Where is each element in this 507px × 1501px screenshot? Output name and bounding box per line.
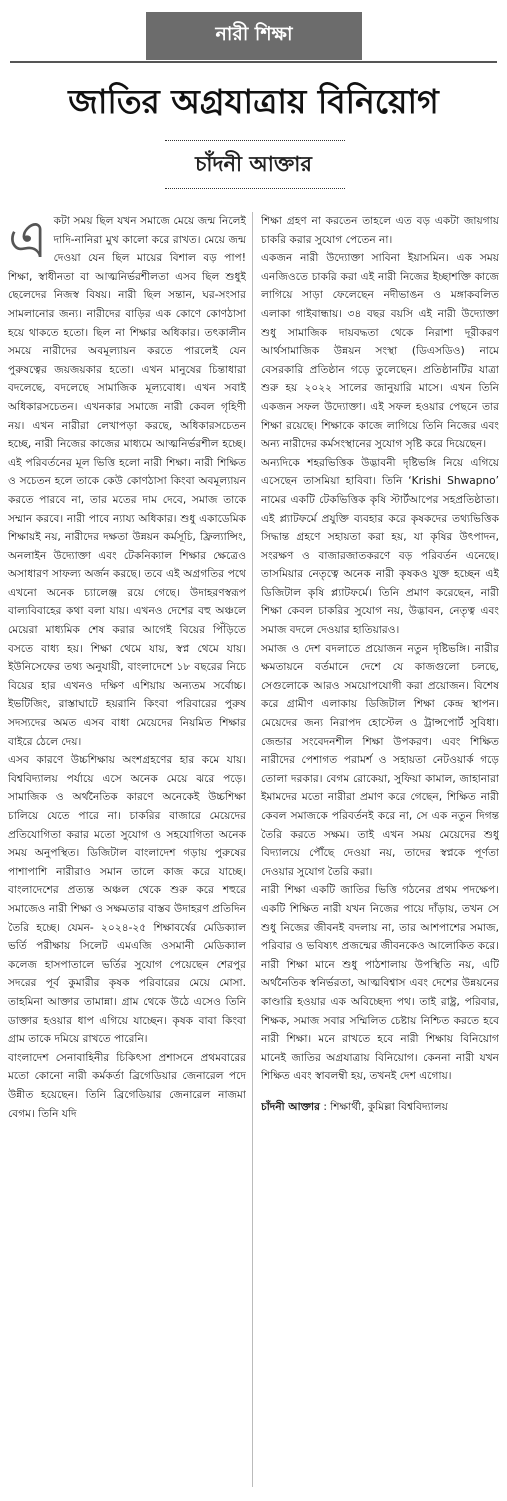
byline-rule-bottom [165, 188, 345, 189]
byline: চাঁদনী আক্তার [195, 152, 312, 176]
article-column-left [8, 212, 246, 1492]
headline: জাতির অগ্রযাত্রায় বিনিয়োগ [68, 82, 439, 121]
author-credit [261, 1098, 499, 1117]
author-affiliation: : শিক্ষার্থী, কুমিল্লা বিশ্ববিদ্যালয় [319, 1100, 448, 1113]
paragraph-2: এসব কারণে উচ্চশিক্ষায় অংশগ্রহণের হার কমে যায়। বিশ্ববিদ্যালয় পর্যায়ে এসে অনেক মেয়ে ঝরে পড়ে। সামাজিক ও অর্থনৈতিক কারণে অনেকেই উচ্চশিক্ষা চালিয়ে যেতে পারে না। চাকরির বাজারে মেয়েদের প্রতিযোগিতা করার মতো সুযোগ ও সহযোগিতা অনেক সময় অনুপস্থিত। ডিজিটাল বাংলাদেশ গড়ায় পুরুষের পাশাপাশি নারীরাও সমান তালে কাজ করে যাচ্ছে। বাংলাদেশের প্রত্যন্ত অঞ্চল থেকে শুরু করে শহুরে সমাজেও নারী শিক্ষা ও সক্ষমতার বাস্তব উদাহরণ প্রতিদিন তৈরি হচ্ছে। যেমন- ২০২৪-২৫ শিক্ষাবর্ষের মেডিক্যাল ভর্তি পরীক্ষায় সিলেট এমএজি ওসমানী মেডিক্যাল কলেজ হাসপাতালে ভর্তির সুযোগ পেয়েছেন শেরপুর সদরের পূর্ব কুমারীর কৃষক পরিবারের মেয়ে মোসা. তাহমিনা আক্তার তামান্না। গ্রাম থেকে উঠে এসেও তিনি ডাক্তার হওয়ার ধাপ এগিয়ে যাচ্ছেন। কৃষক বাবা কিংবা গ্রাম তাকে দমিয়ে রাখতে পারেনি। [8, 754, 246, 1046]
paragraph-7: সমাজ ও দেশ বদলাতে প্রয়োজন নতুন দৃষ্টিভঙ্গি। নারীর ক্ষমতায়নে বর্তমানে দেশে যে কাজগুলো চলছে, সেগুলোকে আরও সময়োপযোগী করা প্রয়োজন। বিশেষ করে গ্রামীণ এলাকায় ডিজিটাল শিক্ষা কেন্দ্র স্থাপন। মেয়েদের জন্য নিরাপদ হোস্টেল ও ট্রান্সপোর্ট সুবিধা। জেন্ডার সংবেদনশীল শিক্ষা উপকরণ। এবং শিক্ষিত নারীদের পেশাগত পরামর্শ ও সহায়তা নেটওয়ার্ক গড়ে তোলা দরকার। বেগম রোকেয়া, সুফিয়া কামাল, জাহানারা ইমামদের মতো নারীরা প্রমাণ করে গেছেন, শিক্ষিত নারী কেবল সমাজকে পরিবর্তনই করে না, সে এক নতুন দিগন্ত তৈরি করতে সক্ষম। তাই এখন সময় মেয়েদের শুধু বিদ্যালয়ে পৌঁছে দেওয়া নয়, তাদের স্বপ্নকে পূর্ণতা দেওয়ার সুযোগ তৈরি করা। [261, 642, 499, 878]
section-rule [10, 61, 497, 63]
column-divider [252, 212, 253, 1487]
drop-cap: এ [8, 212, 48, 270]
paragraph-1 [8, 212, 246, 751]
section-tag: নারী শিক্ষা [146, 12, 362, 60]
article-column-right [261, 212, 499, 1492]
section-header [0, 0, 507, 64]
paragraph-3: বাংলাদেশ সেনাবাহিনীর চিকিৎসা প্রশাসনে প্রথমবারের মতো কোনো নারী কর্মকর্তা ব্রিগেডিয়ার জেনারেল পদে উন্নীত হয়েছেন। তিনি ব্রিগেডিয়ার জেনারেল নাজমা বেগম। তিনি যদি [8, 1051, 246, 1120]
paragraph-5: একজন নারী উদ্যোক্তা সাবিনা ইয়াসমিন। এক সময় এনজিওতে চাকরি করা এই নারী নিজের ইচ্ছাশক্তি কাজে লাগিয়ে সাড়া ফেলেছেন নদীভাঙন ও মঙ্গাকবলিত এলাকা গাইবান্ধায়। ৩৪ বছর বয়সি এই নারী উদ্যোক্তা শুধু সামাজিক দায়বদ্ধতা থেকে নিরাশা দূরীকরণ আর্থসামাজিক উন্নয়ন সংস্থা (ডিএসডিও) নামে বেসরকারি প্রতিষ্ঠান গড়ে তুলেছেন। প্রতিষ্ঠানটির যাত্রা শুরু হয় ২০২২ সালের জানুয়ারি মাসে। এখন তিনি একজন সফল উদ্যোক্তা। এই সফল হওয়ার পেছনে তার শিক্ষা রয়েছে। শিক্ষাকে কাজে লাগিয়ে তিনি নিজের এবং অন্য নারীদের কর্মসংস্থানের সুযোগ সৃষ্টি করে দিয়েছেন। [261, 252, 499, 451]
author-name: চাঁদনী আক্তার [261, 1100, 320, 1113]
paragraph-8: নারী শিক্ষা একটি জাতির ভিত্তি গঠনের প্রথম পদক্ষেপ। একটি শিক্ষিত নারী যখন নিজের পায়ে দাঁড়ায়, তখন সে শুধু নিজের জীবনই বদলায় না, তার আশপাশের সমাজ, পরিবার ও ভবিষ্যৎ প্রজন্মের জীবনকেও আলোকিত করে। নারী শিক্ষা মানে শুধু পাঠশালায় উপস্থিতি নয়, এটি অর্থনৈতিক স্বনির্ভরতা, আত্মবিশ্বাস এবং দেশের উন্নয়নের কাণ্ডারি হওয়ার এক অবিচ্ছেদ্য পথ। তাই রাষ্ট্র, পরিবার, শিক্ষক, সমাজ সবার সম্মিলিত চেষ্টায় নিশ্চিত করতে হবে নারী শিক্ষা। মনে রাখতে হবে নারী শিক্ষায় বিনিয়োগ মানেই জাতির অগ্রযাত্রায় বিনিয়োগ। কেননা নারী যখন শিক্ষিত এবং স্বাবলম্বী হয়, তখনই দেশ এগোয়। [261, 884, 499, 1083]
paragraph-4: শিক্ষা গ্রহণ না করতেন তাহলে এত বড় একটা জায়গায় চাকরি করার সুযোগ পেতেন না। [261, 215, 499, 246]
paragraph-1-text: কটা সময় ছিল যখন সমাজে মেয়ে জন্ম নিলেই দাদি-নানিরা মুখ কালো করে রাখত। মেয়ে জন্ম দেওয়া যেন ছিল মায়ের বিশাল বড় পাপ! শিক্ষা, স্বাধীনতা বা আত্মনির্ভরশীলতা এসব ছিল শুধুই ছেলেদের নিজস্ব বিষয়। নারী ছিল সন্তান, ঘর-সংসার সামলানোর জন্য। নারীদের বাড়ির এক কোণে কোণঠাসা হয়ে থাকতে হতো। ছিল না শিক্ষার অধিকার। তৎকালীন সময়ে নারীদের অবমূল্যায়ন করতে পারলেই যেন পুরুষত্বের জয়জয়কার হতো। এখন মানুষের চিন্তাধারা বদলেছে, বদলেছে সামাজিক মূল্যবোধ। এখন সবাই অধিকারসচেতন। এখনকার সমাজে নারী কেবল গৃহিণী নয়। এখন নারীরা লেখাপড়া করছে, অধিকারসচেতন হচ্ছে, নারী নিজের কাজের মাধ্যমে আত্মনির্ভরশীল হচ্ছে। এই পরিবর্তনের মূল ভিত্তি হলো নারী শিক্ষা। নারী শিক্ষিত ও সচেতন হলে তাকে কেউ কোণঠাসা কিংবা অবমূল্যায়ন করতে পারবে না, তার মতের দাম দেবে, সমাজ তাকে সম্মান করবে। নারী পাবে ন্যায্য অধিকার। শুধু একাডেমিক শিক্ষায়ই নয়, নারীদের দক্ষতা উন্নয়ন কর্মসূচি, ফ্রিল্যান্সিং, অনলাইন উদ্যোক্তা এবং টেকনিক্যাল শিক্ষার ক্ষেত্রেও অসাধারণ সাফল্য অর্জন করছে। তবে এই অগ্রগতির পথে এখনো অনেক চ্যালেঞ্জ রয়ে গেছে। উদাহরণস্বরূপ বাল্যবিবাহের কথা বলা যায়। এখনও দেশের বহু অঞ্চলে মেয়েরা মাধ্যমিক শেষ করার আগেই বিয়ের পিঁড়িতে বসতে বাধ্য হয়। শিক্ষা থেমে যায়, স্বপ্ন থেমে যায়। ইউনিসেফের তথ্য অনুযায়ী, বাংলাদেশে ১৮ বছরের নিচে বিয়ের হার এখনও দক্ষিণ এশিয়ায় অন্যতম সর্বোচ্চ। ইভটিজিং, রাস্তাঘাটে হয়রানি কিংবা পরিবারের পুরুষ সদস্যদের অমত এসব বাধা মেয়েদের নিয়মিত শিক্ষার বাইরে ঠেলে দেয়। [8, 215, 246, 748]
paragraph-6: অন্যদিকে শহরভিত্তিক উদ্ভাবনী দৃষ্টিভঙ্গি নিয়ে এগিয়ে এসেছেন তাসমিয়া হাবিবা। তিনি ‘Krishi Shwapno’ নামের একটি টেকভিত্তিক কৃষি স্টার্টআপের সহপ্রতিষ্ঠাতা। এই প্ল্যাটফর্মে প্রযুক্তি ব্যবহার করে কৃষকদের তথ্যভিত্তিক সিদ্ধান্ত গ্রহণে সহায়তা করা হয়, যা কৃষির উৎপাদন, সংরক্ষণ ও বাজারজাতকরণে বড় পরিবর্তন এনেছে। তাসমিয়ার নেতৃত্বে অনেক নারী কৃষকও যুক্ত হচ্ছেন এই ডিজিটাল কৃষি প্ল্যাটফর্মে। তিনি প্রমাণ করেছেন, নারী শিক্ষা কেবল চাকরির সুযোগ নয়, উদ্ভাবন, নেতৃত্ব এবং সমাজ বদলে দেওয়ার হাতিয়ারও। [261, 456, 499, 637]
byline-rule-top [165, 140, 345, 141]
